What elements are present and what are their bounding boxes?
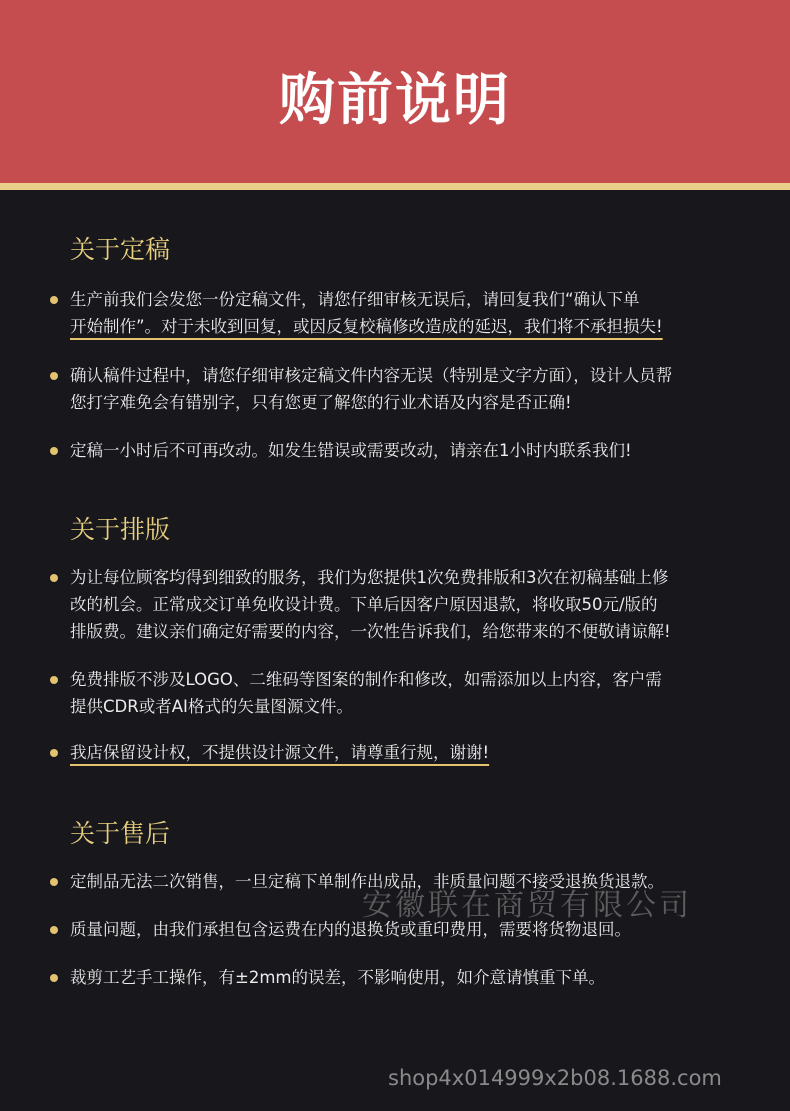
list-item bbox=[50, 964, 760, 991]
section-title-finalization: 关于定稿 bbox=[70, 235, 171, 264]
item-line: 生产前我们会发您一份定稿文件，请您仔细审核无误后，请回复我们“确认下单 bbox=[70, 290, 640, 309]
bullet-icon bbox=[50, 926, 58, 934]
list-item bbox=[50, 666, 760, 720]
list-item bbox=[50, 437, 760, 464]
item-line: 提供CDR或者AI格式的矢量图源文件。 bbox=[70, 697, 353, 716]
bullet-icon bbox=[50, 676, 58, 684]
shop-url-watermark: shop4x014999x2b08.1688.com bbox=[388, 1066, 722, 1090]
bullet-icon bbox=[50, 574, 58, 582]
item-line: 我店保留设计权，不提供设计源文件，请尊重行规，谢谢! bbox=[70, 743, 490, 762]
item-line: 开始制作”。对于未收到回复，或因反复校稿修改造成的延迟，我们将不承担损失! bbox=[70, 317, 663, 336]
list-item bbox=[50, 564, 760, 645]
item-line: 定稿一小时后不可再改动。如发生错误或需要改动，请亲在1小时内联系我们! bbox=[70, 441, 632, 460]
list-item bbox=[50, 362, 760, 416]
divider bbox=[0, 183, 790, 190]
item-line: 定制品无法二次销售，一旦定稿下单制作出成品，非质量问题不接受退换货退款。 bbox=[70, 872, 664, 891]
bullet-icon bbox=[50, 447, 58, 455]
item-line: 您打字难免会有错别字，只有您更了解您的行业术语及内容是否正确! bbox=[70, 393, 572, 412]
list-item bbox=[50, 286, 760, 340]
bullet-icon bbox=[50, 372, 58, 380]
item-line: 免费排版不涉及LOGO、二维码等图案的制作和修改，如需添加以上内容，客户需 bbox=[70, 670, 662, 689]
bullet-icon bbox=[50, 878, 58, 886]
section-title-after-sales: 关于售后 bbox=[70, 819, 171, 848]
company-watermark: 安徽联在商贸有限公司 bbox=[362, 888, 692, 923]
bullet-icon bbox=[50, 296, 58, 304]
item-line: 排版费。建议亲们确定好需要的内容，一次性告诉我们，给您带来的不便敬请谅解! bbox=[70, 622, 671, 641]
item-line: 为让每位顾客均得到细致的服务，我们为您提供1次免费排版和3次在初稿基础上修 bbox=[70, 568, 669, 587]
page-title: 购前说明 bbox=[279, 67, 511, 133]
list-item bbox=[50, 739, 760, 766]
section-title-layout: 关于排版 bbox=[70, 515, 171, 544]
item-line: 确认稿件过程中，请您仔细审核定稿文件内容无误（特别是文字方面），设计人员帮 bbox=[70, 366, 673, 385]
header-banner bbox=[0, 0, 790, 183]
item-line: 质量问题，由我们承担包含运费在内的退换货或重印费用，需要将货物退回。 bbox=[70, 920, 631, 939]
bullet-icon bbox=[50, 749, 58, 757]
item-line: 改的机会。正常成交订单免收设计费。下单后因客户原因退款，将收取50元/版的 bbox=[70, 595, 658, 614]
bullet-icon bbox=[50, 974, 58, 982]
item-line: 裁剪工艺手工操作，有±2mm的误差，不影响使用，如介意请慎重下单。 bbox=[70, 968, 605, 987]
